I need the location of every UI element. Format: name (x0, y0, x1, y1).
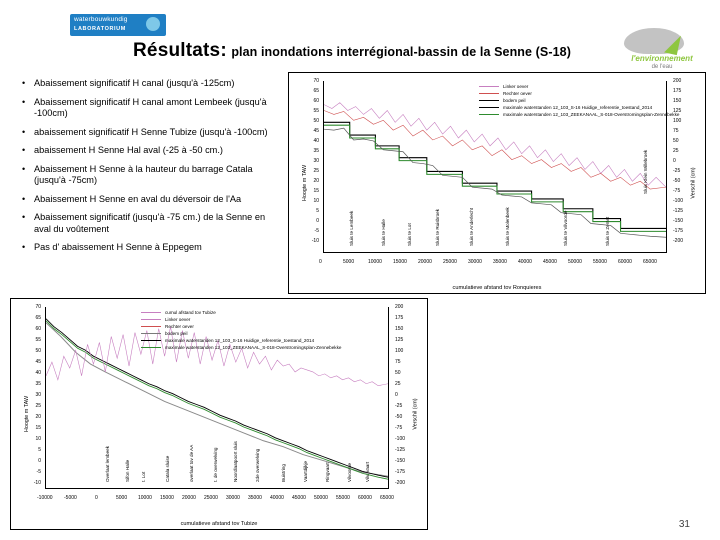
ytick-right: -25 (395, 403, 403, 409)
ytick: 10 (313, 198, 319, 204)
list-item: • Abaissement significatif (jusqu'à -75 cm.) de la Senne en aval du voûtement (20, 212, 278, 235)
xtick: 60000 (618, 259, 632, 265)
ytick-right: -150 (395, 458, 406, 464)
legend-label: bodem peil (503, 98, 526, 103)
ytick: -10 (311, 238, 319, 244)
xtick: -5000 (64, 495, 77, 501)
xtick: 0 (95, 495, 98, 501)
ytick: 10 (35, 436, 41, 442)
ytick-right: -150 (673, 218, 684, 224)
ytick-right: -125 (673, 208, 684, 214)
legend-label: maximale waterstanden 12_103_ZEEKANAAL_S-018-Overstromingsplan-Zennebekke (165, 345, 342, 350)
ytick: 65 (35, 315, 41, 321)
ytick-right: -100 (395, 436, 406, 442)
ytick-right: 200 (673, 78, 682, 84)
ytick-right: 0 (673, 158, 676, 164)
ytick-right: 175 (673, 88, 682, 94)
legend-label: maximale waterstanden 12_103_S-16 Huidige_referentie_toestand_2014 (503, 105, 653, 110)
chart-ronquieres (288, 72, 706, 294)
page-title (42, 40, 662, 62)
ytick-right: -25 (673, 168, 681, 174)
xtick: 50000 (314, 495, 328, 501)
legend-swatch-icon (141, 319, 161, 320)
legend-label: maximale waterstanden 12_103_S-16 Huidige_referentie_toestand_2014 (165, 338, 315, 343)
ytick-right: -75 (673, 188, 681, 194)
legend-item (141, 330, 341, 337)
legend-item (141, 344, 341, 358)
legend-label: Linker oever (503, 84, 529, 89)
annotation: Vaartdijkje (303, 460, 308, 482)
ytick: 15 (35, 425, 41, 431)
xtick: 25000 (443, 259, 457, 265)
xtick: 30000 (468, 259, 482, 265)
legend-swatch-icon (479, 107, 499, 108)
list-item: • Abaissement significatif H canal amont Lembeek (jusqu'à -100cm) (20, 97, 278, 120)
ytick-right: 150 (395, 326, 404, 332)
ytick: 35 (35, 381, 41, 387)
xtick: 5000 (116, 495, 128, 501)
ytick-right: 25 (395, 381, 401, 387)
legend-swatch-icon (141, 312, 161, 313)
ytick-right: 75 (673, 128, 679, 134)
chart-ronquieres-xlabel: cumulatieve afstand tov Ronquieres (452, 285, 542, 291)
ytick: 30 (313, 158, 319, 164)
chart-ronquieres-ylabel-right: Verschil (cm) (690, 167, 697, 199)
chart-tubize-xlabel: cumulatieve afstand tov Tubize (180, 521, 258, 527)
ytick: 0 (38, 458, 41, 464)
annotation: Sluis te Halle (381, 219, 386, 246)
chart-tubize (10, 298, 428, 530)
ytick: 0 (316, 218, 319, 224)
logo-left-line1: waterbouwkundig (74, 16, 128, 23)
ytick: -10 (33, 480, 41, 486)
ytick-right: 50 (395, 370, 401, 376)
ytick: 5 (38, 447, 41, 453)
ytick-right: 100 (673, 118, 682, 124)
ytick: -5 (36, 469, 41, 475)
annotation: Vilvoorde (347, 462, 352, 482)
annotation: Sluis te Zemst (605, 216, 610, 246)
annotation: Sluis te Anderlecht (469, 207, 474, 246)
annotation: overlaat tov de AA (189, 444, 194, 482)
title-main: Résultats: (133, 40, 227, 61)
chart-tubize-ylabel: Hoogte m TAW (24, 395, 31, 433)
chart-tubize-ylabel-right: Verschil (cm) (412, 398, 419, 430)
ytick-right: -100 (673, 198, 684, 204)
ytick-right: 100 (395, 348, 404, 354)
logo-circle-icon (146, 17, 160, 31)
legend-item (479, 104, 679, 111)
logo-right-name: l'environnement (631, 54, 693, 63)
legend-item (479, 90, 679, 97)
legend-swatch-icon (479, 100, 499, 101)
xtick: 45000 (543, 259, 557, 265)
ytick: 40 (313, 138, 319, 144)
list-item: • Abaissement H Senne en aval du déversoir de l'Aa (20, 194, 278, 206)
ytick-right: -125 (395, 447, 406, 453)
legend-item (479, 97, 679, 104)
legend-label: cumul afstand tov Tubize (165, 310, 216, 315)
chart-ronquieres-ylabel: Hoogte m TAW (302, 164, 309, 202)
ytick: 20 (313, 178, 319, 184)
ytick: -5 (314, 228, 319, 234)
legend-swatch-icon (141, 326, 161, 327)
chart-ronquieres-legend (479, 83, 679, 125)
ytick: 45 (35, 359, 41, 365)
chart-tubize-legend (141, 309, 341, 358)
xtick: 20000 (418, 259, 432, 265)
annotation: Sluis te Lembeek (349, 210, 354, 246)
ytick: 5 (316, 208, 319, 214)
ytick: 20 (35, 414, 41, 420)
legend-swatch-icon (141, 340, 161, 341)
ytick-right: 50 (673, 138, 679, 144)
xtick: 5000 (343, 259, 355, 265)
ytick-right: -175 (395, 469, 406, 475)
ytick: 45 (313, 128, 319, 134)
annotation: t. de overwelving (213, 447, 218, 482)
ytick-right: -200 (673, 238, 684, 244)
ytick: 70 (35, 304, 41, 310)
bullet-list (20, 78, 278, 261)
annotation: Ringvaart (325, 462, 330, 482)
xtick: 40000 (270, 495, 284, 501)
xtick: 0 (319, 259, 322, 265)
xtick: 30000 (226, 495, 240, 501)
ytick-right: -175 (673, 228, 684, 234)
legend-swatch-icon (479, 114, 499, 115)
annotation: Sifon Halle (125, 459, 130, 482)
legend-swatch-icon (479, 86, 499, 87)
ytick: 30 (35, 392, 41, 398)
ytick: 50 (313, 118, 319, 124)
xtick: 50000 (568, 259, 582, 265)
ytick: 55 (35, 337, 41, 343)
ytick-right: 0 (395, 392, 398, 398)
legend-item (141, 316, 341, 323)
annotation: Catala sluise (165, 455, 170, 482)
ytick-right: -50 (395, 414, 403, 420)
ytick-right: 25 (673, 148, 679, 154)
ytick: 55 (313, 108, 319, 114)
xtick: 10000 (368, 259, 382, 265)
ytick: 65 (313, 88, 319, 94)
title-sub: plan inondations interrégional-bassin de la Senne (S-18) (231, 45, 571, 59)
legend-swatch-icon (479, 93, 499, 94)
list-item: • abaissement significatif H Senne Tubize (jusqu'à -100cm) (20, 127, 278, 139)
page-number: 31 (678, 519, 690, 530)
list-item: • Pas d' abaissement H Senne à Eppegem (20, 242, 278, 254)
annotation: Buistring (281, 464, 286, 482)
xtick: 55000 (336, 495, 350, 501)
annotation: 2de overwelving (255, 448, 260, 482)
ytick: 40 (35, 370, 41, 376)
ytick: 60 (313, 98, 319, 104)
ytick: 25 (35, 403, 41, 409)
legend-swatch-icon (141, 347, 161, 348)
xtick: 65000 (643, 259, 657, 265)
annotation: Noordlaatpoort sluis (233, 441, 238, 482)
xtick: 35000 (248, 495, 262, 501)
ytick: 60 (35, 326, 41, 332)
ytick: 35 (313, 148, 319, 154)
xtick: 60000 (358, 495, 372, 501)
legend-label: Linker oever (165, 317, 191, 322)
legend-label: maximale waterstanden 12_103_ZEEKANAAL_S-018-Overstromingsplan-Zennebekke (503, 112, 680, 117)
ytick-right: 150 (673, 98, 682, 104)
legend-item (479, 111, 679, 125)
legend-label: Rechter oever (503, 91, 532, 96)
ytick: 15 (313, 188, 319, 194)
legend-label: Rechter oever (165, 324, 194, 329)
legend-item (141, 309, 341, 316)
xtick: 15000 (160, 495, 174, 501)
xtick: 10000 (138, 495, 152, 501)
legend-swatch-icon (141, 333, 161, 334)
ytick-right: 125 (673, 108, 682, 114)
ytick-right: 125 (395, 337, 404, 343)
ytick: 25 (313, 168, 319, 174)
annotation: t. Lot (141, 471, 146, 482)
ytick-right: -75 (395, 425, 403, 431)
annotation: Overlaat lembeek (105, 445, 110, 482)
annotation: Vilv. Vaart (365, 461, 370, 482)
xtick: 45000 (292, 495, 306, 501)
annotation: Sluis Klein Willebroek (643, 149, 648, 194)
ytick: 50 (35, 348, 41, 354)
xtick: 65000 (380, 495, 394, 501)
xtick: -10000 (37, 495, 53, 501)
xtick: 20000 (182, 495, 196, 501)
logo-right-sub: de l'eau (651, 64, 673, 70)
ytick-right: 75 (395, 359, 401, 365)
annotation: Sluis te Ruisbroek (435, 208, 440, 246)
annotation: Sluis te Molenbeek (505, 207, 510, 246)
legend-label: bodem peil (165, 331, 188, 336)
xtick: 35000 (493, 259, 507, 265)
legend-item (479, 83, 679, 90)
annotation: Sluis te Lot (407, 223, 412, 246)
ytick-right: -50 (673, 178, 681, 184)
xtick: 25000 (204, 495, 218, 501)
xtick: 40000 (518, 259, 532, 265)
legend-item (141, 323, 341, 330)
logo-left-line2: LABORATORIUM (74, 26, 126, 32)
ytick: 70 (313, 78, 319, 84)
xtick: 55000 (593, 259, 607, 265)
list-item: • Abaissement H Senne à la hauteur du barrage Catala (jusqu'à -75cm) (20, 164, 278, 187)
annotation: Sluis te Vilvoorde (563, 210, 568, 246)
ytick-right: 175 (395, 315, 404, 321)
list-item: • Abaissement significatif H canal (jusqu'à -125cm) (20, 78, 278, 90)
ytick-right: 200 (395, 304, 404, 310)
leaf-icon (664, 33, 681, 55)
legend-item (141, 337, 341, 344)
ytick-right: -200 (395, 480, 406, 486)
list-item: • abaissement H Senne Hal aval (-25 à -50 cm.) (20, 145, 278, 157)
xtick: 15000 (393, 259, 407, 265)
